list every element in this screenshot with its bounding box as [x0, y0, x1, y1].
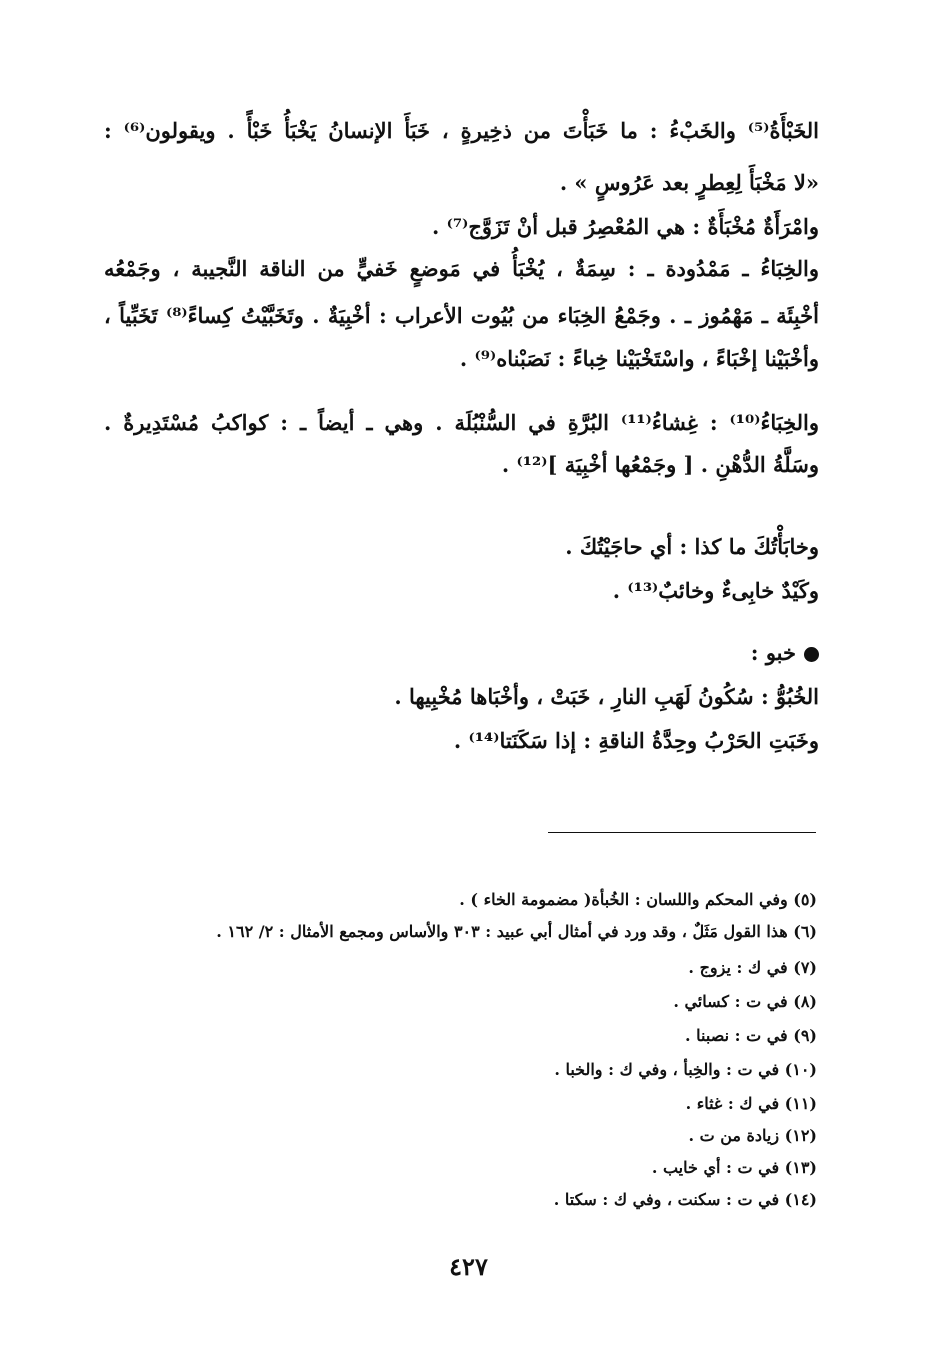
footnote-9: (٩) في ت : نصبنا .	[685, 1026, 817, 1045]
body-line-10: وكَيْدٌ خابِىءٌ وخائبٌ⁽¹³⁾ .	[612, 578, 819, 603]
body-line-7: والخِبَاءُ⁽¹⁰⁾ : غِشاءُ⁽¹¹⁾ البُرَّةِ في السُّنْبُلَة . وهي ـ أيضاً ـ : كواكبُ مُسْتَدِيرةٌ .	[104, 410, 819, 435]
footnote-13: (١٣) في ت : أي خايب .	[651, 1158, 817, 1177]
footnote-7: (٧) في ك : يزوج .	[688, 958, 817, 977]
entry-heading-text: خبو :	[750, 640, 796, 665]
footnote-separator	[548, 832, 816, 833]
body-line-4: والخِبَاءُ ـ مَمْدُودة ـ : سِمَةٌ ، يُخْبَأُ في مَوضعٍ خَفيٍّ من الناقة النَّجيبة ، وجَمْعُه	[104, 256, 819, 281]
footnote-6: (٦) هذا القول مَثَلٌ ، وقد ورد في أمثال أبي عبيد : ٣٠٣ والأساس ومجمع الأمثال : ٢/ ١٦٢ .	[216, 922, 817, 941]
footnote-8: (٨) في ت : كسائي .	[673, 992, 817, 1011]
bullet-icon	[804, 647, 819, 662]
body-line-2: «لا مَخْبَأَ لِعِطرٍ بعد عَرُوسٍ » .	[559, 170, 819, 195]
body-line-1: الخَبْأَةُ⁽⁵⁾ والخَبْءُ : ما خَبَأْتَ من ذخِيرةٍ ، خَبَأَ الإنسانُ يَخْبَأُ خَبْأً . ويقولون⁽⁶⁾ :	[104, 118, 819, 143]
footnote-12: (١٢) زيادة من ت .	[688, 1126, 817, 1145]
footnote-10: (١٠) في ت : والخِبأ ، وفي ك : والخبا .	[554, 1060, 817, 1079]
body-line-3: وامْرَأَةٌ مُخْبَأَةٌ : هي المُعْصِرُ قبل أنْ تَزَوَّج⁽⁷⁾ .	[431, 214, 819, 239]
body-line-8: وسَلَّةُ الدُّهْنِ . [ وجَمْعُها أخْبِيَة ]⁽¹²⁾ .	[501, 452, 819, 477]
footnote-11: (١١) في ك : غثاء .	[685, 1094, 817, 1113]
body-line-13: وخَبَتِ الحَرْبُ وحِدَّةُ الناقةِ : إذا سَكَنَتا⁽¹⁴⁾ .	[453, 728, 819, 753]
body-line-5: أخْبِئَة ـ مَهْمُوز ـ . وجَمْعُ الخِبَاء من بُيُوت الأعراب : أخْبِيَةٌ . وتَخَبَّيْتُ كِساءً⁽⁸⁾ تَخَبِّياً ،	[104, 303, 819, 328]
body-line-6: وأخْبَيْنا إخْبَاءً ، واسْتَخْبَيْنا خِباءً : نَصَبْناه⁽⁹⁾ .	[459, 346, 819, 371]
body-line-9: وخابَأْتُكَ ما كذا : أي حاجَيْتُكَ .	[565, 534, 819, 559]
footnote-14: (١٤) في ت : سكنت ، وفي ك : سكتا .	[553, 1190, 817, 1209]
footnote-5: (٥) وفي المحكم واللسان : الخُبأة( مضمومة الخاء ) .	[459, 890, 817, 909]
entry-heading	[751, 640, 819, 665]
body-line-12: الخُبُوُّ : سُكُونُ لَهَبِ النارِ ، خَبَتْ ، وأخْبَاها مُخْبِيها .	[394, 684, 819, 709]
page-number: ٤٢٧	[449, 1252, 488, 1281]
